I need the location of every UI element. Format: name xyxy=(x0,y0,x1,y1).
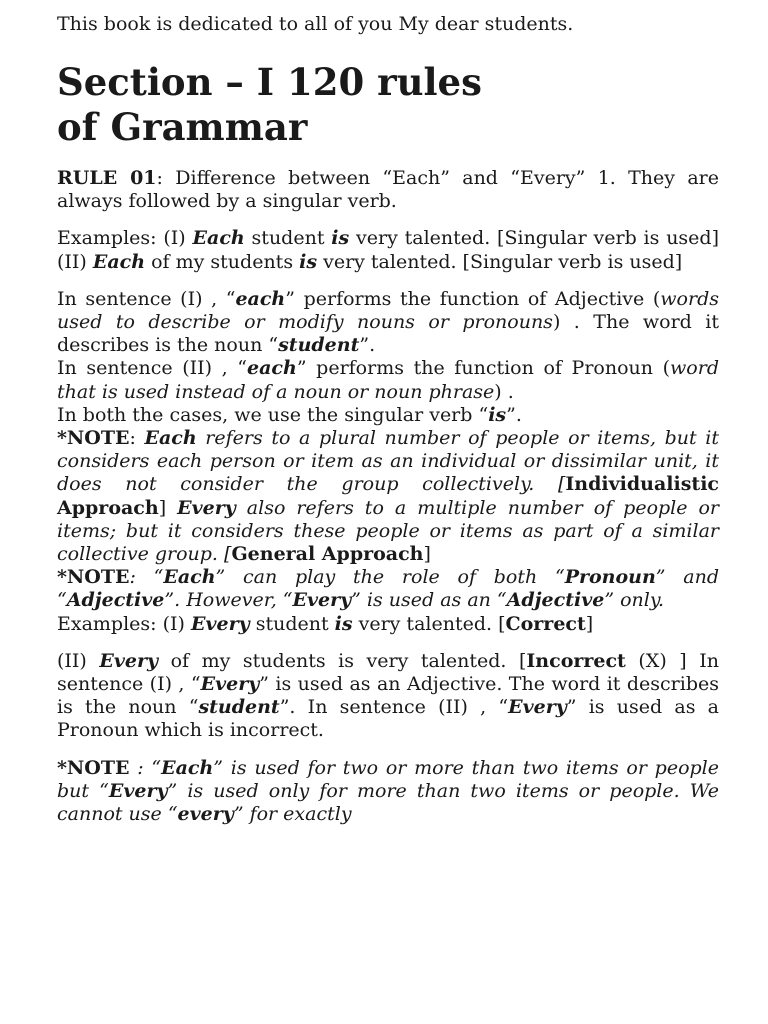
note-label: *NOTE xyxy=(57,566,130,589)
emphasis-run: Pronoun xyxy=(564,566,656,589)
note-label: *NOTE xyxy=(57,756,130,779)
italic-run: ” for exactly xyxy=(233,803,352,826)
rule-01-paragraph xyxy=(57,167,719,213)
emphasis-run: Every xyxy=(190,612,250,635)
emphasis-run: every xyxy=(177,803,234,826)
italic-run: ” is used only for more than two items or people. We cannot use “ xyxy=(57,779,719,826)
text-run: ] xyxy=(423,543,431,566)
emphasis-run: Adjective xyxy=(506,589,605,612)
italic-run: also refers to a multiple number of people or items; but it considers these people or items as part of a similar collective group. [ xyxy=(57,496,720,566)
italic-run: ”. However, “ xyxy=(164,589,293,612)
emphasis-run: Every xyxy=(177,496,236,519)
emphasis-run: Each xyxy=(144,427,197,450)
text-run: ” is used as an Adjective. The word it describes is the noun “ xyxy=(57,673,719,719)
emphasis-run: student xyxy=(278,334,360,357)
text-run: ” is used as a Pronoun which is incorrect. xyxy=(57,696,719,742)
text-run: Examples: (I) xyxy=(57,612,191,635)
text-run: very talented. [Singular verb is used] (II) xyxy=(57,227,720,273)
sentence-1-explanation xyxy=(57,288,719,358)
text-run: Examples: (I) xyxy=(57,227,193,250)
text-run: ”. xyxy=(359,334,376,357)
emphasis-run: student xyxy=(198,696,280,719)
document-page xyxy=(57,0,719,826)
italic-run: refers to a plural number of people or items, but it considers each person or item as an individual or dissimilar unit, it does not consider the group collectively. [ xyxy=(57,427,719,496)
emphasis-run: Adjective xyxy=(66,589,165,612)
italic-run: : “ xyxy=(129,756,162,779)
text-run: ) . xyxy=(494,380,514,403)
text-run: In both the cases, we use the singular verb “ xyxy=(57,403,489,426)
emphasis-run: is xyxy=(331,227,350,250)
note-3-paragraph xyxy=(57,757,719,827)
text-run: ”. In sentence (II) , “ xyxy=(279,696,509,719)
text-run: student xyxy=(244,227,332,250)
bold-run: General Approach xyxy=(231,543,424,566)
text-run: of my students xyxy=(145,250,300,273)
emphasis-run: Every xyxy=(200,673,260,696)
examples-paragraph-2 xyxy=(57,613,719,636)
text-run: (II) xyxy=(57,649,100,672)
emphasis-run: each xyxy=(247,357,297,380)
emphasis-run: Each xyxy=(192,227,245,250)
emphasis-run: Each xyxy=(161,756,214,779)
text-run: very talented. [ xyxy=(352,612,506,635)
text-run: of my students is very talented. [ xyxy=(158,649,527,672)
emphasis-run: Each xyxy=(92,250,146,273)
rule-label: RULE 01 xyxy=(57,167,157,189)
text-run: ”. xyxy=(506,403,522,426)
text-run: In sentence (II) , “ xyxy=(57,357,248,380)
text-run: (X) ] In sentence (I) , “ xyxy=(57,649,719,696)
text-run: ] xyxy=(585,612,594,635)
italic-run: words used to describe or modify nouns or pronouns xyxy=(57,287,719,334)
italic-run: ” can play the role of both “ xyxy=(215,566,565,589)
both-cases-line xyxy=(57,404,719,427)
examples-paragraph-1 xyxy=(57,227,719,273)
bold-run: Incorrect xyxy=(526,649,626,672)
text-run: ” performs the function of Pronoun ( xyxy=(296,357,671,380)
text-run: very talented. [Singular verb is used] xyxy=(317,250,683,273)
text-run: ] xyxy=(158,496,178,519)
emphasis-run: is xyxy=(334,612,353,635)
section-title-line-2: of Grammar xyxy=(57,105,308,149)
dedication-line: This book is dedicated to all of you My dear students. xyxy=(57,13,574,35)
italic-run: ” is used for two or more than two items or people but “ xyxy=(57,756,719,802)
emphasis-run: Every xyxy=(108,779,168,802)
bold-run: Correct xyxy=(505,612,586,635)
emphasis-run: each xyxy=(235,287,286,310)
text-run: ” performs the function of Adjective ( xyxy=(285,287,661,310)
note-1-paragraph xyxy=(57,427,719,566)
section-title xyxy=(57,60,719,150)
italic-run: word that is used instead of a noun or noun phrase xyxy=(57,357,719,403)
sentence-2-explanation xyxy=(57,357,719,403)
emphasis-run: is xyxy=(299,250,318,273)
text-run: In sentence (I) , “ xyxy=(57,287,236,310)
rule-text: : Difference between “Each” and “Every” 1. They are always followed by a singular verb. xyxy=(57,167,719,213)
italic-run: : “ xyxy=(129,566,164,589)
text-run: : xyxy=(129,427,145,450)
italic-run: ” is used as an “ xyxy=(351,589,507,612)
text-run: student xyxy=(249,612,335,635)
emphasis-run: Every xyxy=(508,696,567,719)
italic-run: ” and “ xyxy=(57,566,719,612)
note-2-paragraph xyxy=(57,566,719,612)
note-label: *NOTE xyxy=(57,427,130,450)
bold-run: Individualistic Approach xyxy=(57,473,719,519)
emphasis-run: Every xyxy=(292,589,352,612)
examples-paragraph-3 xyxy=(57,650,719,743)
section-title-line-1: Section – I 120 rules xyxy=(57,60,482,104)
emphasis-run: is xyxy=(488,403,507,426)
emphasis-run: Every xyxy=(99,649,159,672)
text-run: ) . The word it describes is the noun “ xyxy=(57,311,719,357)
italic-run: ” only. xyxy=(604,589,665,612)
emphasis-run: Each xyxy=(163,566,216,589)
